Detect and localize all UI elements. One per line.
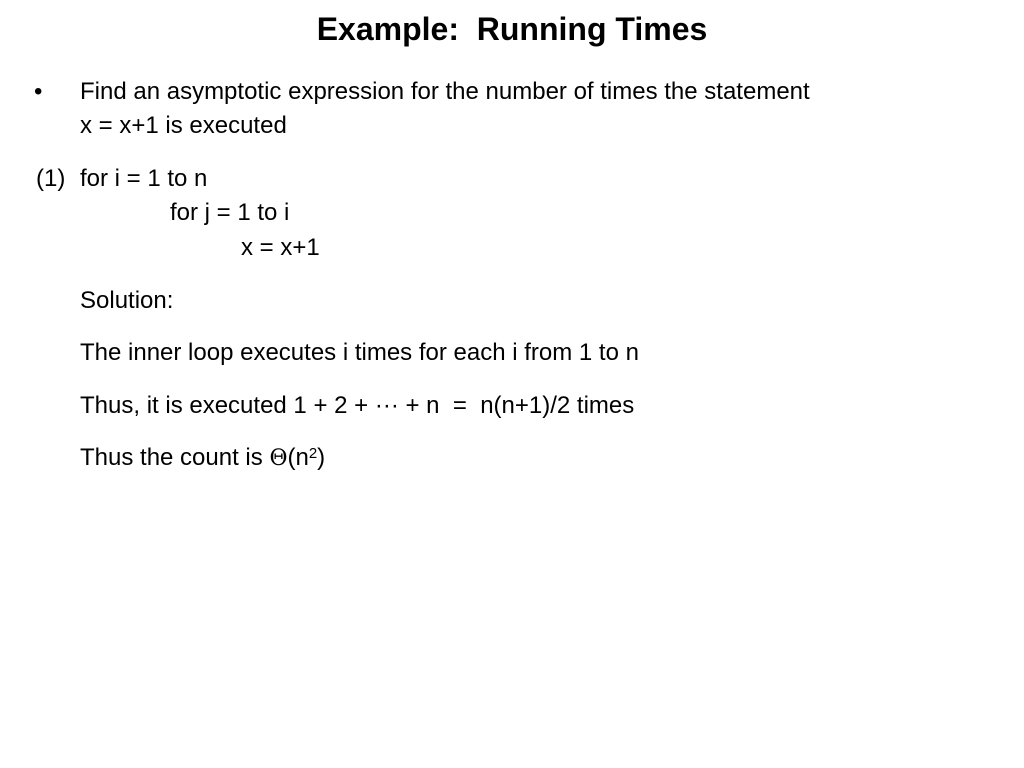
solution-line-3 <box>80 443 325 474</box>
bullet-marker: • <box>34 78 43 105</box>
code-label: (1) <box>36 165 66 192</box>
solution-line-1: The inner loop executes i times for each i from 1 to n <box>80 339 639 366</box>
slide-title: Example: Running Times <box>316 11 708 47</box>
theta-close: ) <box>317 444 326 471</box>
theta-symbol: Θ <box>269 446 288 471</box>
exponent: 2 <box>308 445 318 462</box>
bullet-text-line-2: x = x+1 is executed <box>80 112 287 139</box>
solution-line-2: Thus, it is executed 1 + 2 + ··· + n = n(n+1)/2 times <box>80 392 635 419</box>
code-line-outer-loop: for i = 1 to n <box>80 165 208 192</box>
bullet-text-line-1: Find an asymptotic expression for the number of times the statement <box>80 78 810 105</box>
code-line-inner-loop: for j = 1 to i <box>170 199 290 226</box>
solution-heading: Solution: <box>80 287 174 314</box>
theta-open: (n <box>287 444 309 471</box>
solution-line-3-prefix: Thus the count is <box>80 444 270 471</box>
code-line-statement: x = x+1 <box>241 234 320 261</box>
